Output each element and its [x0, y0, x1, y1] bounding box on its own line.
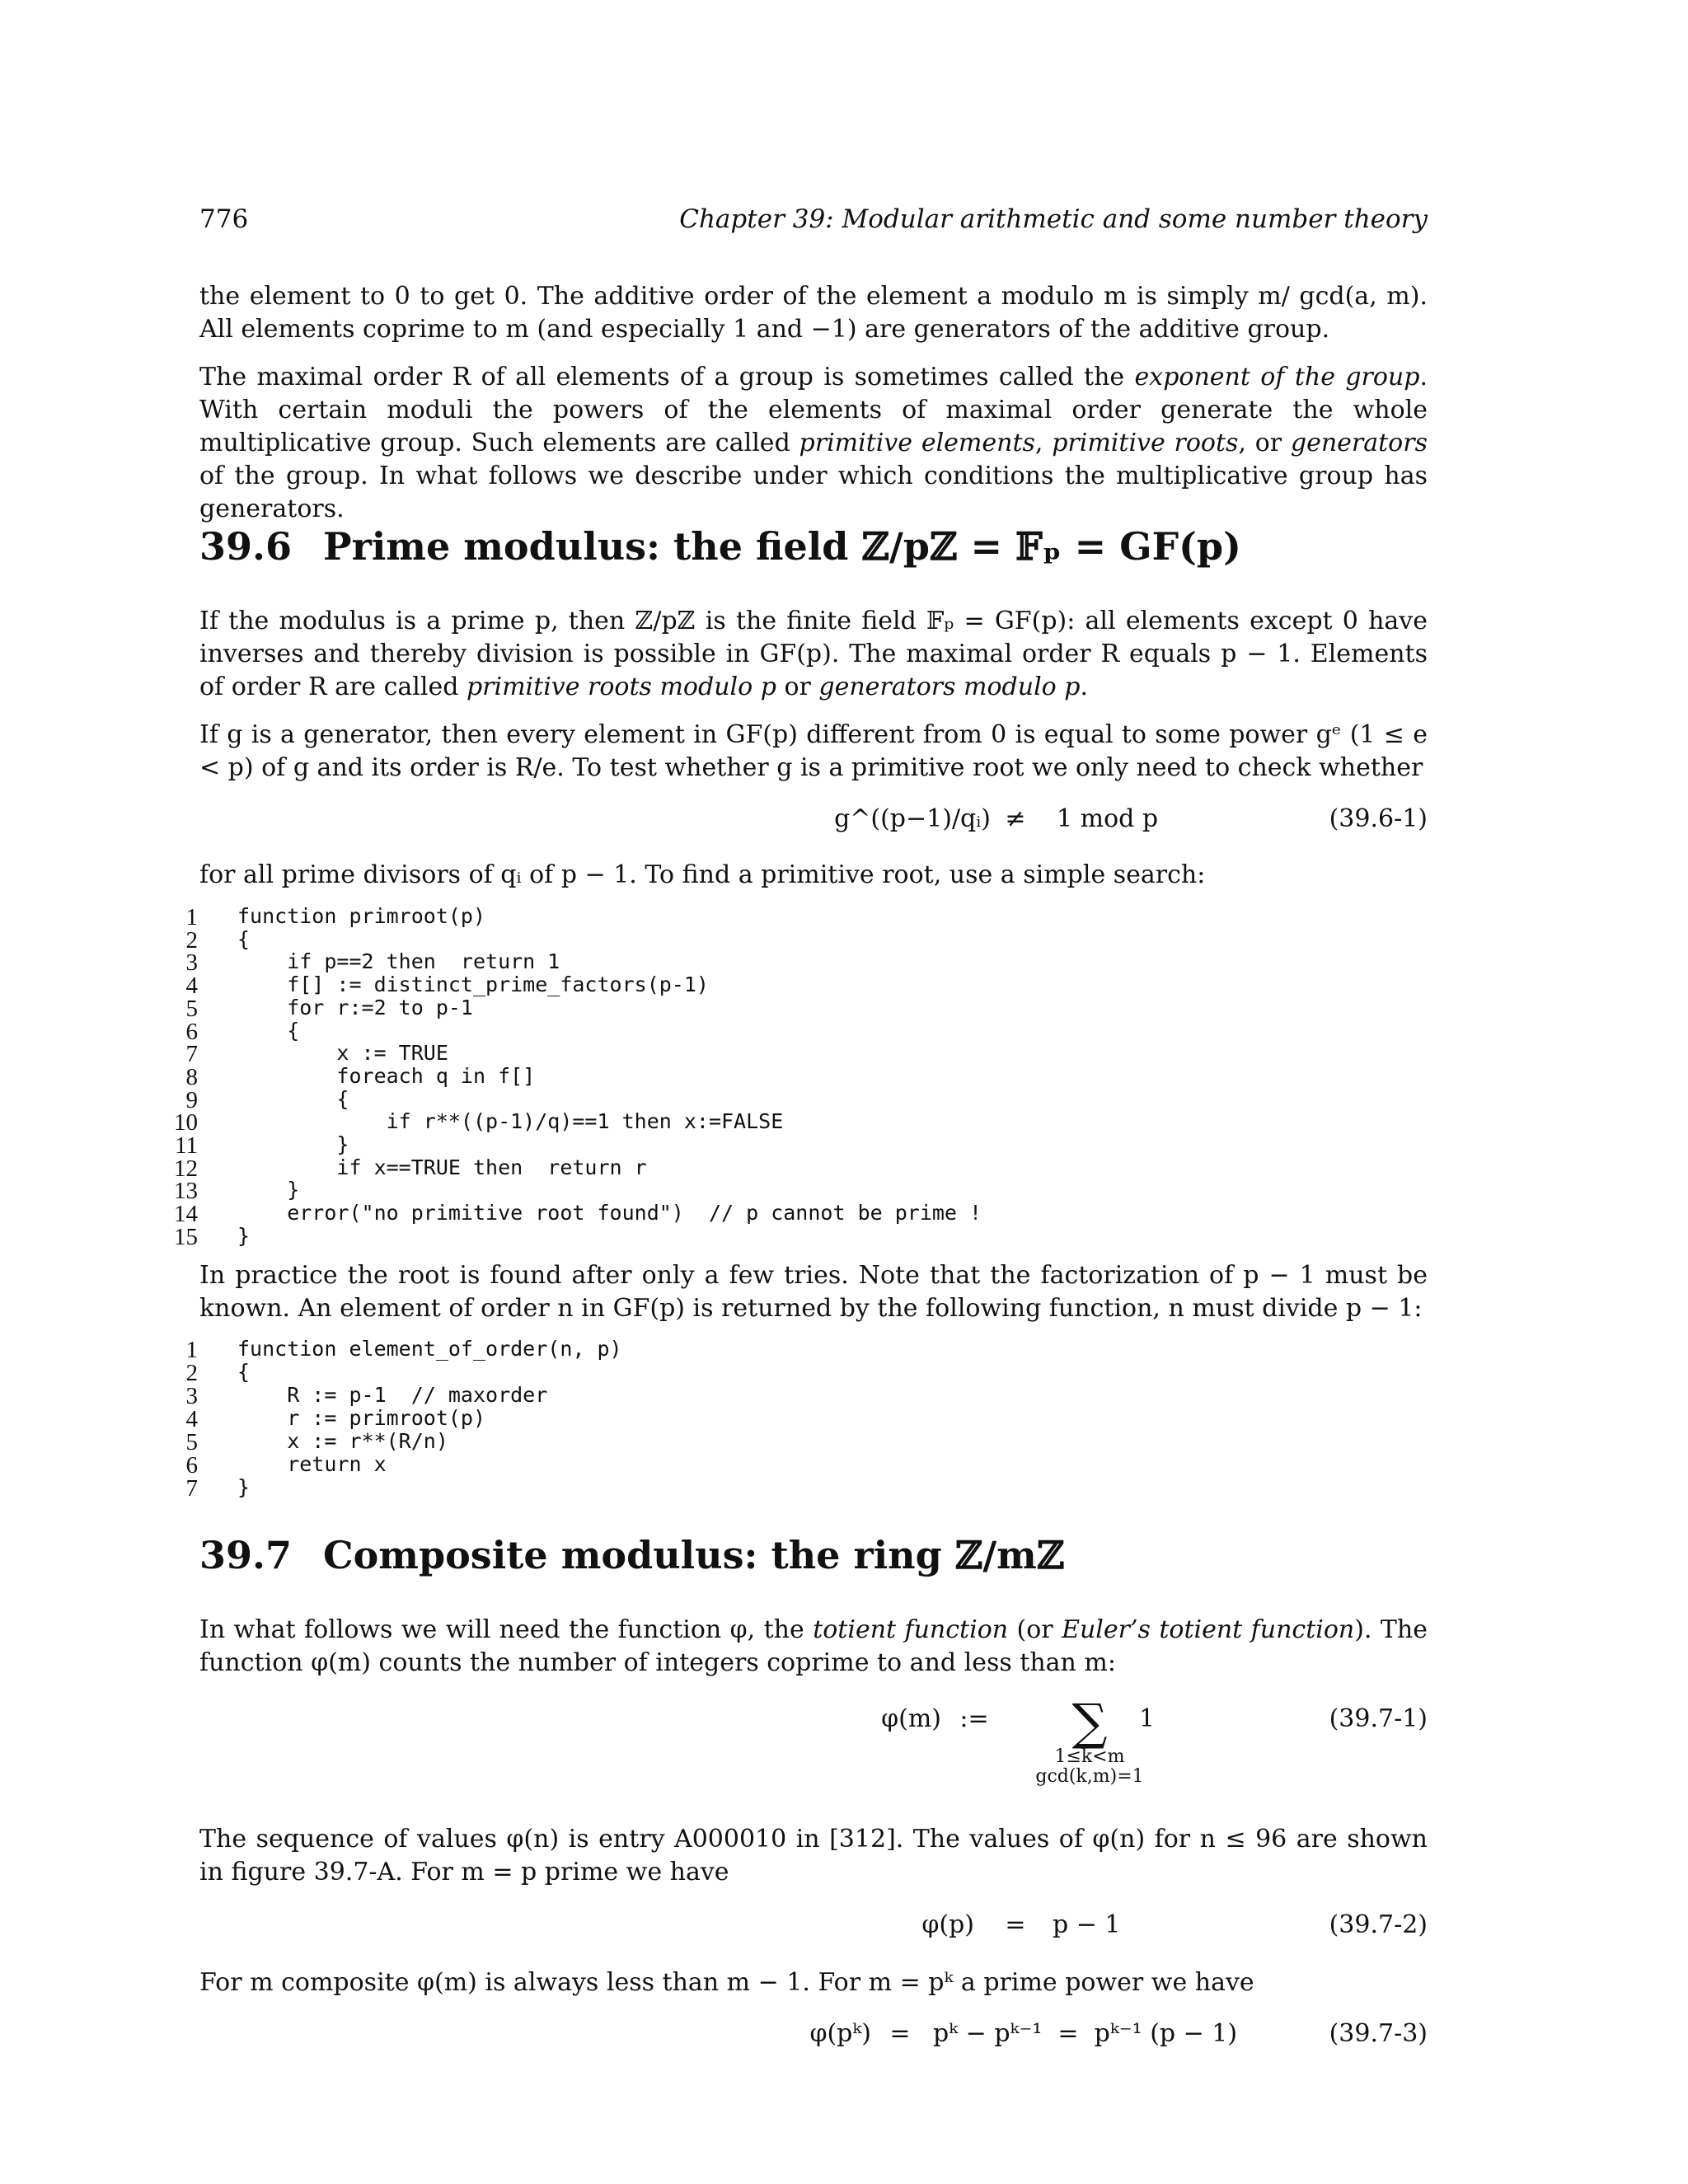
code-line-text: x := r**(R/n)	[237, 1429, 448, 1453]
code-line	[165, 1086, 1434, 1113]
code-line	[165, 1406, 1434, 1432]
code-line	[165, 1429, 1434, 1455]
code-line-text: return x	[237, 1452, 387, 1476]
summation-condition: gcd(k,m)=1	[1035, 1766, 1144, 1787]
paragraph-sequence: The sequence of values φ(n) is entry A000010 in [312]. The values of φ(n) for n ≤ 96 are shown in figure 39.7-A. For m = p prime we have	[199, 1825, 1428, 1886]
code-line	[165, 1201, 1434, 1228]
paragraph-composite: For m composite φ(m) is always less than m − 1. For m = pᵏ a prime power we have	[199, 1968, 1254, 1997]
code-line-text: }	[237, 1132, 349, 1156]
summation	[1024, 1694, 1156, 1787]
code-line-text: if r**((p-1)/q)==1 then x:=FALSE	[237, 1109, 784, 1134]
code-line-text: if x==TRUE then return r	[237, 1155, 647, 1179]
code-line-text: x := TRUE	[237, 1041, 448, 1066]
section-title: Composite modulus: the ring ℤ/mℤ	[323, 1533, 1065, 1577]
code-line	[165, 1109, 1434, 1137]
code-line-number: 3	[185, 949, 198, 977]
code-line-number: 6	[185, 1018, 198, 1045]
code-line-number: 13	[174, 1178, 198, 1205]
code-line-number: 6	[185, 1452, 198, 1479]
running-header	[199, 204, 1428, 237]
code-line	[165, 972, 1434, 1000]
code-line-number: 12	[174, 1155, 198, 1182]
code-line	[165, 1475, 1434, 1502]
section-heading-39-7	[199, 1533, 1428, 1577]
equation-39-7-2	[199, 1910, 1428, 1952]
code-line-text: {	[237, 1360, 251, 1384]
code-line-text: for r:=2 to p-1	[237, 995, 473, 1019]
equation-39-6-1	[199, 804, 1428, 846]
code-listing-element-of-order	[165, 1337, 1434, 1502]
summation-range: 1≤k<m	[1054, 1746, 1125, 1767]
code-line	[165, 1018, 1434, 1045]
code-line	[165, 1360, 1434, 1386]
equation-number: (39.7-1)	[1329, 1704, 1428, 1733]
paragraph-additive-order: the element to 0 to get 0. The additive order of the element a modulo m is simply m/ gcd(a, m). All elements coprime to m (and especially 1 and −1) are generators of the additive group.	[199, 282, 1428, 344]
code-line	[165, 1223, 1434, 1250]
code-line	[165, 1452, 1434, 1479]
code-line-number: 1	[185, 1337, 198, 1363]
code-line-text: R := p-1 // maxorder	[237, 1383, 548, 1407]
code-line-number: 10	[174, 1109, 198, 1137]
equation-39-7-1	[199, 1694, 1428, 1805]
code-line-text: }	[237, 1223, 251, 1248]
code-line-text: {	[237, 926, 251, 951]
code-line-number: 4	[185, 1406, 198, 1432]
code-line-number: 7	[185, 1041, 198, 1068]
equation-rhs: 1 mod p	[1057, 804, 1159, 833]
code-line-text: function primroot(p)	[237, 904, 486, 928]
equation-lhs: φ(p)	[921, 1910, 974, 1939]
code-line-number: 9	[185, 1086, 198, 1113]
equation-39-7-3	[199, 2019, 1428, 2060]
section-number: 39.7	[199, 1533, 293, 1577]
code-line-number: 15	[174, 1223, 198, 1250]
code-line-number: 11	[175, 1132, 198, 1159]
paragraph-totient: In what follows we will need the function φ, the totient function (or Euler’s totient function). The function φ(m) counts the number of integers coprime to and less than m:	[199, 1615, 1428, 1677]
equation-number: (39.7-2)	[1329, 1910, 1428, 1939]
code-line-text: if p==2 then return 1	[237, 949, 560, 974]
equation-lhs: g^((p−1)/qᵢ)	[834, 804, 991, 833]
equation-relation: =	[1005, 1910, 1026, 1939]
sigma-symbol: ∑	[1071, 1694, 1108, 1751]
section-title: Prime modulus: the field ℤ/pℤ = 𝔽ₚ = GF(p)	[323, 524, 1241, 569]
code-line-number: 14	[174, 1201, 198, 1228]
code-line	[165, 1063, 1434, 1090]
code-line	[165, 1041, 1434, 1068]
code-line-text: f[] := distinct_prime_factors(p-1)	[237, 972, 709, 997]
equation-lhs: φ(pᵏ)	[809, 2019, 871, 2048]
code-line	[165, 1383, 1434, 1409]
code-line	[165, 995, 1434, 1022]
code-listing-primroot	[165, 904, 1434, 1250]
equation-relation: =	[889, 2019, 911, 2048]
equation-number: (39.7-3)	[1329, 2019, 1428, 2048]
code-line-text: function element_of_order(n, p)	[237, 1337, 622, 1361]
code-line-number: 8	[185, 1063, 198, 1090]
chapter-title: Chapter 39: Modular arithmetic and some number theory	[679, 204, 1428, 234]
equation-rhs: 1	[1139, 1704, 1156, 1733]
code-line	[165, 949, 1434, 977]
paragraph-prime-field: If the modulus is a prime p, then ℤ/pℤ is the finite field 𝔽ₚ = GF(p): all elements except 0 have inverses and thereby division is possible in GF(p). The maximal order R equals p − 1. Elements of order R are called primitive roots modulo p or generators modulo p.	[199, 607, 1428, 701]
equation-relation: :=	[959, 1704, 989, 1733]
code-line-number: 2	[185, 926, 198, 954]
code-line-number: 5	[185, 995, 198, 1022]
paragraph-prime-divisors: for all prime divisors of qᵢ of p − 1. To find a primitive root, use a simple search:	[199, 860, 1206, 889]
section-number: 39.6	[199, 524, 293, 569]
code-line-text: }	[237, 1178, 300, 1202]
code-line	[165, 926, 1434, 954]
equation-rhs: pᵏ − pᵏ⁻¹ = pᵏ⁻¹ (p − 1)	[933, 2019, 1238, 2048]
code-line	[165, 1178, 1434, 1205]
paragraph-exponent: The maximal order R of all elements of a group is sometimes called the exponent of the group. With certain moduli the powers of the elements of maximal order generate the whole multiplicative group. Such elements are called primitive elements, primitive roots, or generators of the group. In what follows we describe under which conditions the multiplicative group has generators.	[199, 363, 1428, 523]
code-line-text: {	[237, 1086, 349, 1111]
paragraph-practice: In practice the root is found after only a few tries. Note that the factorization of p − 1 must be known. An element of order n in GF(p) is returned by the following function, n must divide p − 1:	[199, 1261, 1428, 1323]
code-line-number: 3	[185, 1383, 198, 1409]
code-line	[165, 1155, 1434, 1182]
page-number: 776	[199, 204, 249, 234]
code-line-number: 1	[185, 904, 198, 930]
section-heading-39-6	[199, 524, 1428, 569]
equation-number: (39.6-1)	[1329, 804, 1428, 833]
code-line-number: 2	[185, 1360, 198, 1386]
equation-rhs: p − 1	[1053, 1910, 1121, 1939]
code-line-number: 7	[185, 1475, 198, 1502]
equation-relation: ≠	[1005, 804, 1026, 833]
code-line	[165, 904, 1434, 930]
code-line-text: error("no primitive root found") // p cannot be prime !	[237, 1201, 982, 1226]
code-line	[165, 1132, 1434, 1159]
code-line-text: }	[237, 1475, 251, 1499]
code-line-text: foreach q in f[]	[237, 1063, 536, 1088]
code-line	[165, 1337, 1434, 1363]
code-line-text: {	[237, 1018, 300, 1043]
code-line-text: r := primroot(p)	[237, 1406, 486, 1430]
paragraph-generator: If g is a generator, then every element in GF(p) different from 0 is equal to some power gᵉ (1 ≤ e < p) of g and its order is R/e. To test whether g is a primitive root we only need to check whether	[199, 720, 1428, 782]
code-line-number: 4	[185, 972, 198, 1000]
equation-lhs: φ(m)	[881, 1704, 941, 1733]
code-line-number: 5	[185, 1429, 198, 1455]
